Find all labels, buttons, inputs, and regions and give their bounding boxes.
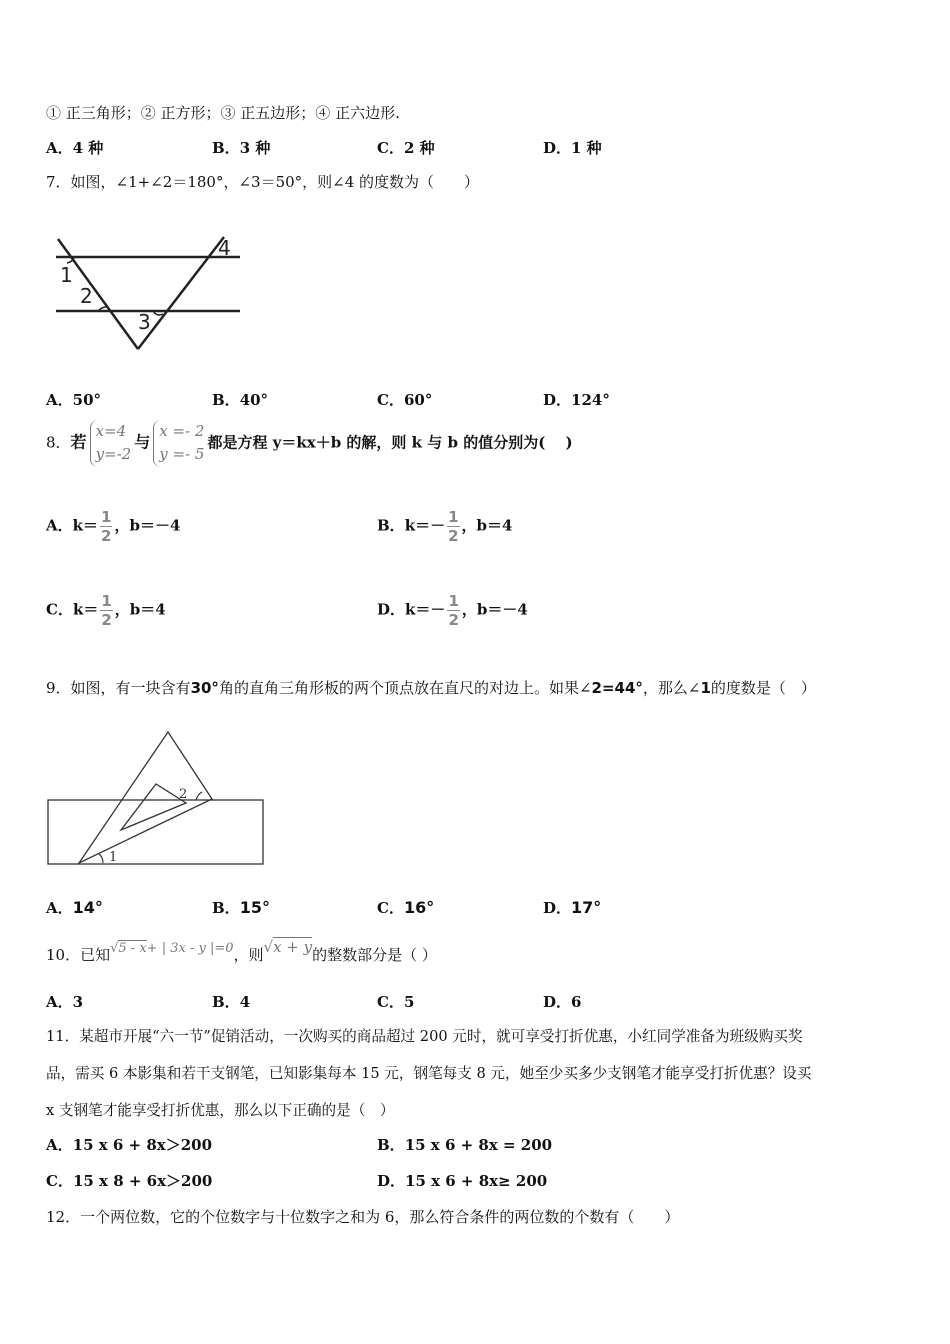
q10-stem: 10．已知√5 - x+ | 3x - y |=0，则√x + y的整数部分是（ ） [46, 938, 437, 964]
q9-ruler [48, 800, 263, 864]
q7-stem: 7．如图，∠1+∠2＝180°，∠3＝50°，则∠4 的度数为（ ） [46, 173, 480, 191]
q7-label-2: 2 [80, 284, 93, 308]
q10-option-d[interactable]: D．6 [543, 993, 582, 1011]
q7-transversal-left [58, 239, 138, 349]
q11-option-b[interactable]: B．15 x 6 + 8x = 200 [377, 1136, 553, 1154]
q10-option-a[interactable]: A．3 [46, 993, 84, 1011]
q8-option-d[interactable]: D．k＝－ $\frac{1}{2}$ ，b＝－4 [377, 592, 528, 629]
q9-triangle-inner [121, 784, 186, 830]
q7-transversal-right [138, 237, 224, 349]
q9-option-b[interactable]: B．15° [212, 898, 270, 917]
q10-condition: √5 - x+ | 3x - y |=0 [110, 941, 234, 956]
q8-option-c-fraction: $\frac{1}{2}$ [101, 592, 112, 629]
q8-option-a-fraction: $\frac{1}{2}$ [101, 508, 112, 545]
q8-option-b[interactable]: B．k＝－ $\frac{1}{2}$ ，b＝4 [377, 508, 513, 545]
q10-option-b[interactable]: B．4 [212, 993, 251, 1011]
q11-option-d[interactable]: D．15 x 6 + 8x≥ 200 [377, 1172, 548, 1190]
q9-figure [46, 728, 268, 868]
q7-option-d[interactable]: D．124° [543, 391, 610, 409]
q6-shapes: ① 正三角形；② 正方形；③ 正五边形；④ 正六边形. [46, 104, 400, 122]
q7-option-c[interactable]: C．60° [377, 391, 433, 409]
q6-option-b[interactable]: B．3 种 [212, 139, 271, 157]
q10-sqrt: √x + y [263, 938, 313, 956]
q12-stem: 12．一个两位数，它的个位数字与十位数字之和为 6，那么符合条件的两位数的个数有（ ） [46, 1208, 680, 1226]
q11-stem-line-2: 品，需买 6 本影集和若干支钢笔，已知影集每本 15 元，钢笔每支 8 元，她至少买多少支钢笔才能享受打折优惠？设买 [46, 1065, 812, 1082]
q6-option-d[interactable]: D．1 种 [543, 139, 602, 157]
q11-stem-line-1: 11．某超市开展“六一节”促销活动，一次购买的商品超过 200 元时，就可享受打折优惠，小红同学准备为班级购买奖 [46, 1028, 803, 1045]
q9-stem: 9．如图，有一块含有30°角的直角三角形板的两个顶点放在直尺的对边上。如果∠2=44°，那么∠1的度数是（ ） [46, 679, 816, 697]
q6-option-c[interactable]: C．2 种 [377, 139, 435, 157]
q11-stem-line-3: x 支钢笔才能享受打折优惠，那么以下正确的是（ ） [46, 1102, 395, 1119]
q9-option-d[interactable]: D．17° [543, 898, 602, 917]
q9-label-2: 2 [179, 787, 188, 802]
q7-label-4: 4 [218, 236, 231, 260]
q7-label-3: 3 [138, 310, 151, 334]
q6-option-a[interactable]: A．4 种 [46, 139, 104, 157]
q8-stem: 8．若 x=4 y=-2 与 x =- 2 y =- 5 都是方程 y＝kx＋b 的解，则 k 与 b 的值分别为( ) [46, 420, 573, 467]
q9-label-1: 1 [109, 850, 118, 865]
q8-option-d-fraction: $\frac{1}{2}$ [448, 592, 459, 629]
q11-option-a[interactable]: A．15 x 6 + 8x＞200 [46, 1136, 213, 1154]
q7-option-b[interactable]: B．40° [212, 391, 269, 409]
q8-option-a[interactable]: A．k＝ $\frac{1}{2}$ ，b＝－4 [46, 508, 181, 545]
q7-label-1: 1 [60, 263, 73, 287]
q9-option-a[interactable]: A．14° [46, 898, 103, 917]
q8-system-1: x=4 y=-2 [90, 420, 132, 467]
q10-option-c[interactable]: C．5 [377, 993, 415, 1011]
q8-option-b-fraction: $\frac{1}{2}$ [448, 508, 459, 545]
q7-figure [46, 230, 246, 355]
q9-option-c[interactable]: C．16° [377, 898, 435, 917]
q8-system-2: x =- 2 y =- 5 [153, 420, 204, 467]
q7-option-a[interactable]: A．50° [46, 391, 102, 409]
q11-option-c[interactable]: C．15 x 8 + 6x＞200 [46, 1172, 213, 1190]
q8-option-c[interactable]: C．k＝ $\frac{1}{2}$ ，b＝4 [46, 592, 166, 629]
